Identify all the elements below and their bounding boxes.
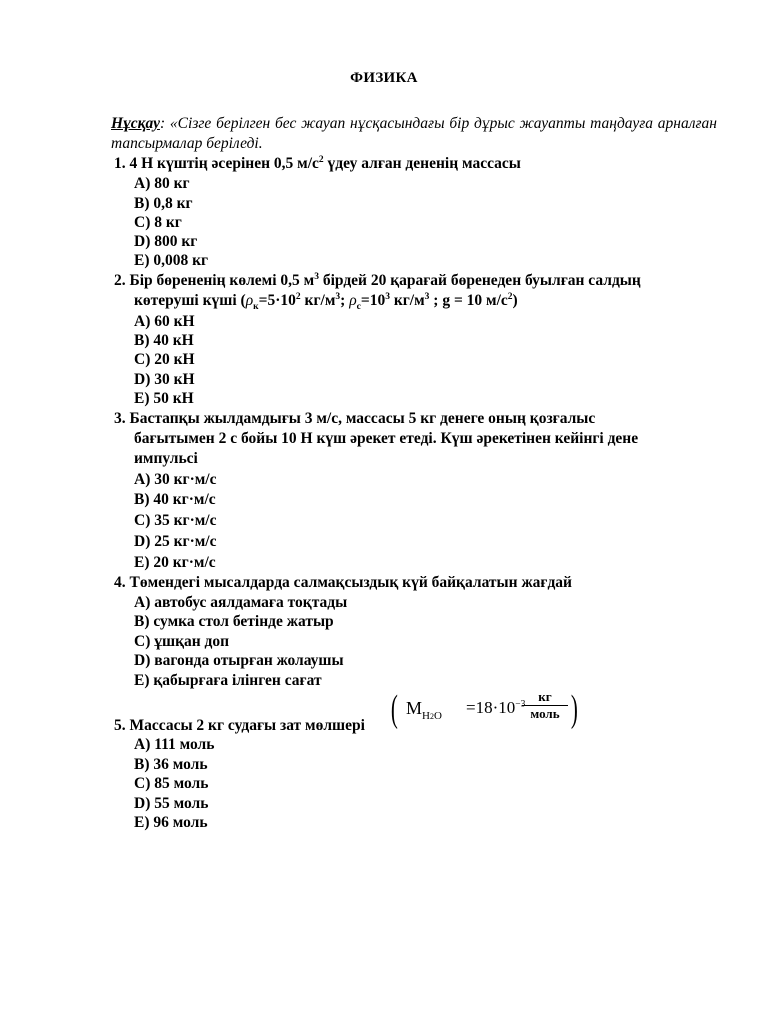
q2-option-c: C) 20 кН xyxy=(134,351,195,368)
q2-text-b: бірдей 20 қарағай бөренеден буылған салдың xyxy=(318,272,641,289)
question-1-sup: 2 xyxy=(318,154,324,165)
q1-option-b: B) 0,8 кг xyxy=(134,195,193,212)
question-4: 4. Төмендегі мысалдарда салмақсыздық күй байқалатын жағдай xyxy=(114,574,572,591)
q2-option-d: D) 30 кН xyxy=(134,371,195,388)
formula-denominator: моль xyxy=(530,706,560,721)
question-1-text: 1. 4 Н күштің әсерінен 0,5 м/с xyxy=(114,155,319,172)
q2-text-e: кг/м xyxy=(300,292,336,309)
q4-option-d: D) вагонда отырған жолаушы xyxy=(134,652,344,669)
q1-option-c: C) 8 кг xyxy=(134,214,182,231)
question-5: 5. Массасы 2 кг судағы зат мөлшері xyxy=(114,717,365,734)
q2-option-e: E) 50 кН xyxy=(134,390,194,407)
q2-text-j: ) xyxy=(512,292,518,309)
formula-value xyxy=(466,698,525,718)
q2-text-i: ; g = 10 м/с xyxy=(429,292,508,309)
q3-option-a: A) 30 кг·м/с xyxy=(134,471,217,488)
q3-option-e: E) 20 кг·м/с xyxy=(134,554,216,571)
q3-option-c: C) 35 кг·м/с xyxy=(134,512,217,529)
q2-sup-2: 3 xyxy=(335,291,341,302)
instruction xyxy=(111,114,717,154)
question-2 xyxy=(114,271,718,311)
q3-line-1: 3. Бастапқы жылдамдығы 3 м/с, массасы 5 кг денеге оның қозғалыс xyxy=(114,410,596,427)
q2-sup-a: 3 xyxy=(314,271,319,282)
q3-option-d: D) 25 кг·м/с xyxy=(134,533,217,550)
q2-sup-4: 3 xyxy=(424,291,430,302)
formula-left-paren: ( xyxy=(390,688,398,730)
formula-sub-2: 2 xyxy=(429,711,434,721)
rho-k-sub: к xyxy=(253,302,259,313)
rho-k-symbol: ρ xyxy=(245,292,254,309)
instruction-label: Нұсқау xyxy=(111,115,160,132)
q2-line-2 xyxy=(114,291,518,313)
q2-text-f: ; xyxy=(340,292,350,309)
q4-option-a: A) автобус аялдамаға тоқтады xyxy=(134,594,348,611)
formula-equals: =18·10 xyxy=(466,698,516,717)
q1-option-e: E) 0,008 кг xyxy=(134,252,209,269)
formula-sub-o: O xyxy=(433,709,442,722)
q5-option-e: E) 96 моль xyxy=(134,814,208,831)
q5-option-b: B) 36 моль xyxy=(134,756,208,773)
q4-option-e: E) қабырғаға ілінген сағат xyxy=(134,672,322,689)
q2-text-d: =5·10 xyxy=(258,292,296,309)
q2-option-a: A) 60 кН xyxy=(134,313,195,330)
q3-option-b: B) 40 кг·м/с xyxy=(134,491,216,508)
question-1-tail: үдеу алған дененің массасы xyxy=(323,155,521,172)
q4-option-c: C) ұшқан доп xyxy=(134,633,230,650)
formula-m: M xyxy=(406,698,423,718)
q1-option-d: D) 800 кг xyxy=(134,233,198,250)
q4-option-b: B) сумка стол бетінде жатыр xyxy=(134,613,334,630)
q5-option-d: D) 55 моль xyxy=(134,795,209,812)
q3-line-2: бағытымен 2 с бойы 10 Н күш әрекет етеді. Күш әрекетінен кейінгі дене xyxy=(134,430,639,447)
page-title: ФИЗИКА xyxy=(350,70,418,86)
q3-line-3: импульсі xyxy=(134,450,198,467)
question-1 xyxy=(114,154,718,174)
q2-text-a: 2. Бір бөрененің көлемі 0,5 м xyxy=(114,272,315,289)
formula-exp: −3 xyxy=(515,699,526,710)
q2-text-c: көтеруші күші ( xyxy=(134,292,246,309)
q5-option-c: C) 85 моль xyxy=(134,775,209,792)
q2-sup-3: 3 xyxy=(385,291,390,302)
question-3 xyxy=(114,409,718,469)
q2-text-g: =10 xyxy=(360,292,386,309)
q5-option-a: A) 111 моль xyxy=(134,736,215,753)
formula-numerator: кг xyxy=(522,689,568,706)
q2-sup-1: 2 xyxy=(295,291,301,302)
instruction-colon: : xyxy=(159,115,166,132)
formula-right-paren: ) xyxy=(570,688,578,730)
q2-sup-5: 2 xyxy=(507,291,513,302)
formula-sub-h: H xyxy=(422,709,430,722)
q1-option-a: A) 80 кг xyxy=(134,175,190,192)
rho-c-sub: с xyxy=(356,302,361,313)
rho-c-symbol: ρ xyxy=(349,292,357,309)
q2-text-h: кг/м xyxy=(389,292,425,309)
instruction-text: «Сізге берілген бес жауап нұсқасындағы бір дұрыс жауапты таңдауға арналған тапсырмалар беріледі. xyxy=(111,115,717,152)
q2-option-b: B) 40 кН xyxy=(134,332,194,349)
